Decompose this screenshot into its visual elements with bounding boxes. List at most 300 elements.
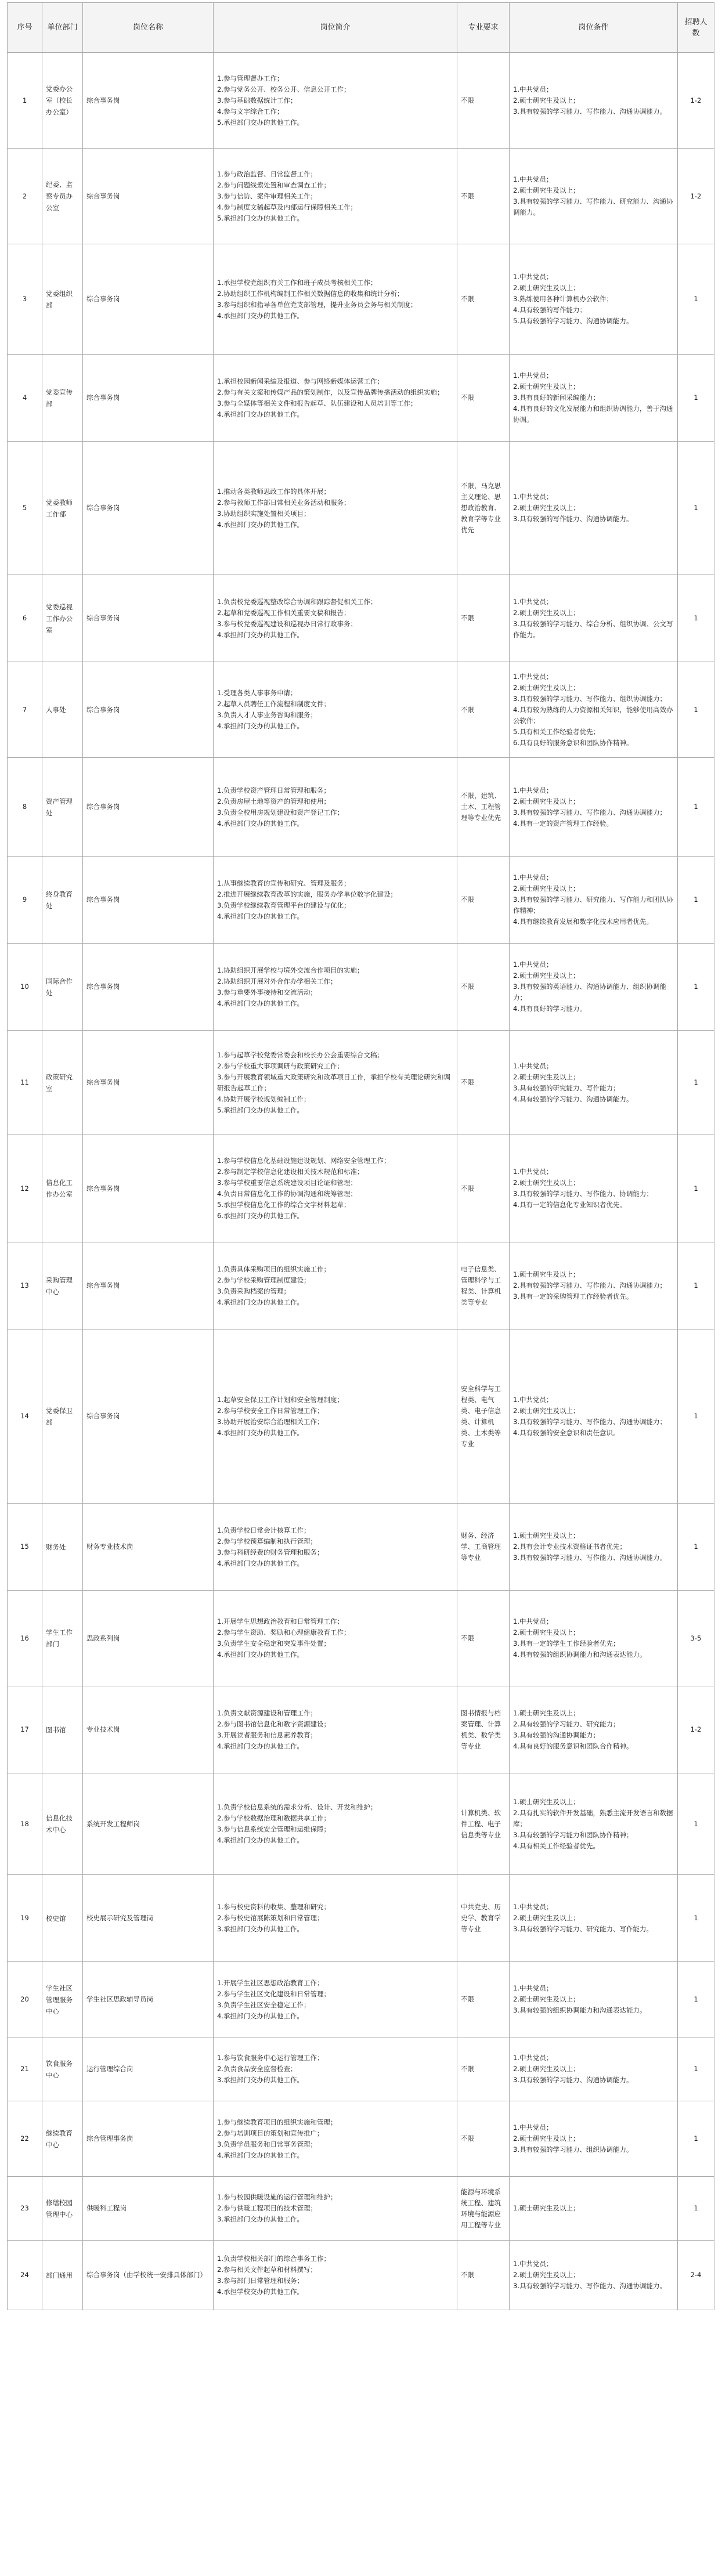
intro-line: 2.参与学校采购管理制度建设； bbox=[217, 1276, 311, 1284]
table-row bbox=[8, 1686, 714, 1773]
position-name: 思政系列岗 bbox=[83, 1591, 214, 1686]
condition-line: 1.中共党员； bbox=[513, 1395, 553, 1404]
hiring-count: 1 bbox=[678, 2177, 714, 2241]
major-requirement: 安全科学与工程类、电气类、电子信息类、计算机类、土木类等专业 bbox=[457, 1329, 510, 1504]
intro-line: 2.参与有关文案和传媒产品的策划制作，以及宣传品牌传播活动的组织实施； bbox=[217, 388, 444, 396]
intro-line: 4.协助开展学校规划编制工作； bbox=[217, 1094, 311, 1103]
row-number: 1 bbox=[8, 53, 42, 149]
intro-line: 5.承担部门交办的其他工作。 bbox=[217, 214, 304, 222]
position-name: 综合事务岗（由学校统一安排具体部门） bbox=[83, 2241, 214, 2310]
position-conditions bbox=[510, 1875, 678, 1962]
position-name: 综合事务岗 bbox=[83, 244, 214, 355]
header-position-name: 岗位名称 bbox=[83, 3, 214, 53]
position-conditions bbox=[510, 355, 678, 442]
condition-line: 3.具有较强的学习能力、研究能力、写作能力。 bbox=[513, 1925, 653, 1933]
intro-line: 1.起草安全保卫工作计划和安全管理制度； bbox=[217, 1395, 344, 1404]
condition-line: 2.硕士研究生及以上； bbox=[513, 2134, 580, 2143]
intro-line: 4.承担部门交办的其他工作。 bbox=[217, 630, 304, 639]
intro-line: 1.负责具体采购项目的组织实施工作； bbox=[217, 1264, 330, 1273]
condition-line: 1.硕士研究生及以上； bbox=[513, 2204, 580, 2212]
position-conditions bbox=[510, 442, 678, 575]
condition-line: 3.具有较强的学习能力、研究能力、写作能力和团队协作精神； bbox=[513, 895, 673, 915]
intro-line: 1.推动各类教师思政工作的具体开展； bbox=[217, 487, 330, 496]
header-major-requirement: 专业要求 bbox=[457, 3, 510, 53]
position-intro bbox=[214, 1591, 457, 1686]
intro-line: 4.承担部门交办的其他工作。 bbox=[217, 999, 304, 1007]
major-requirement: 不限 bbox=[457, 857, 510, 944]
position-conditions bbox=[510, 1591, 678, 1686]
condition-line: 2.硕士研究生及以上； bbox=[513, 2271, 580, 2279]
condition-line: 4.具有继续教育发展和数字化技术应用者优先。 bbox=[513, 917, 653, 926]
condition-line: 1.中共党员； bbox=[513, 2260, 553, 2268]
condition-line: 1.中共党员； bbox=[513, 493, 553, 501]
intro-line: 1.负责学校信息系统的需求分析、设计、开发和维护； bbox=[217, 1803, 377, 1811]
table-row bbox=[8, 662, 714, 758]
row-number: 10 bbox=[8, 944, 42, 1031]
intro-line: 4.承担部门交办的其他工作。 bbox=[217, 1836, 304, 1844]
position-name: 综合事务岗 bbox=[83, 1031, 214, 1135]
condition-line: 3.具有较强的学习能力、综合分析、组织协调、公文写作能力。 bbox=[513, 619, 673, 639]
hiring-count: 1-2 bbox=[678, 149, 714, 244]
intro-line: 3.参与部门日常管理和服务； bbox=[217, 2276, 304, 2285]
major-requirement: 能源与环境系统工程、建筑环境与能源应用工程等专业 bbox=[457, 2177, 510, 2241]
row-number: 2 bbox=[8, 149, 42, 244]
intro-line: 3.参与组织和指导各单位党支部管理，提升业务员会务与相关制度； bbox=[217, 300, 417, 309]
major-requirement: 不限 bbox=[457, 2101, 510, 2177]
condition-line: 3.具有较强的沟通协调能力； bbox=[513, 1730, 600, 1739]
intro-line: 2.负责食品安全监督检查； bbox=[217, 2065, 297, 2073]
intro-line: 5.承担部门交办的其他工作。 bbox=[217, 1105, 304, 1114]
condition-line: 2.硕士研究生及以上； bbox=[513, 504, 580, 512]
major-requirement: 计算机类、软件工程、电子信息类等专业 bbox=[457, 1773, 510, 1875]
condition-line: 3.具有较强的研究能力、写作能力； bbox=[513, 1083, 620, 1092]
major-requirement: 不限 bbox=[457, 1591, 510, 1686]
position-intro bbox=[214, 1031, 457, 1135]
intro-line: 3.负责学员服务和日常事务管理； bbox=[217, 2140, 317, 2148]
condition-line: 2.硕士研究生及以上； bbox=[513, 797, 580, 805]
condition-line: 3.具有较强的学习能力、写作能力、研究能力、沟通协调能力。 bbox=[513, 197, 673, 216]
intro-line: 2.参与党务公开、校务公开、信息公开工作； bbox=[217, 85, 351, 93]
hiring-count: 1 bbox=[678, 2101, 714, 2177]
position-conditions bbox=[510, 1962, 678, 2037]
intro-line: 3.承担部门交办的其他工作。 bbox=[217, 2076, 304, 2084]
condition-line: 3.具有较强的组织协调能力和沟通表达能力。 bbox=[513, 2006, 647, 2014]
intro-line: 4.承担部门交办的其他工作。 bbox=[217, 912, 304, 920]
major-requirement: 不限 bbox=[457, 53, 510, 149]
position-intro bbox=[214, 1962, 457, 2037]
condition-line: 1.硕士研究生及以上； bbox=[513, 1531, 580, 1540]
position-name: 校史展示研究及管理岗 bbox=[83, 1875, 214, 1962]
intro-line: 2.参与学生资助、奖励和心理健康教育工作； bbox=[217, 1628, 351, 1636]
department-cell bbox=[42, 1031, 83, 1135]
department-name: 继续教育中心 bbox=[46, 2129, 73, 2149]
intro-line: 3.承担部门交办的其他工作。 bbox=[217, 2215, 304, 2223]
condition-line: 1.中共党员； bbox=[513, 273, 553, 281]
table-row bbox=[8, 1242, 714, 1329]
department-cell bbox=[42, 758, 83, 857]
intro-line: 3.负责人才人事业务咨询和服务； bbox=[217, 711, 317, 719]
intro-line: 4.承担部门交办的其他工作。 bbox=[217, 1559, 304, 1567]
condition-line: 1.中共党员； bbox=[513, 873, 553, 881]
department-name: 学生社区管理服务中心 bbox=[46, 1984, 73, 2015]
intro-line: 1.受理各类人事事务申请； bbox=[217, 689, 297, 697]
intro-line: 4.参与文字综合工作； bbox=[217, 107, 284, 115]
intro-line: 3.协助组织实施处置相关项目； bbox=[217, 509, 311, 518]
intro-line: 2.起草和党委巡视工作相关重要文稿和报告； bbox=[217, 608, 351, 617]
condition-line: 4.具有良好的服务意识和团队合作精神。 bbox=[513, 1742, 633, 1750]
condition-line: 5.具有相关工作经验者优先； bbox=[513, 727, 600, 736]
intro-line: 3.参与重要外事接待和交流活动； bbox=[217, 988, 317, 996]
condition-line: 4.具有良好的文化发展能力和组织协调能力，善于沟通协调。 bbox=[513, 404, 673, 424]
condition-line: 1.中共党员； bbox=[513, 597, 553, 606]
condition-line: 5.具有较强的学习能力、沟通协调能力。 bbox=[513, 317, 633, 325]
table-row bbox=[8, 1329, 714, 1504]
intro-line: 1.参与学校信息化基础设施建设规划、网络安全管理工作； bbox=[217, 1157, 391, 1165]
position-name: 综合事务岗 bbox=[83, 1135, 214, 1242]
department-cell bbox=[42, 575, 83, 662]
department-name: 信息化技术中心 bbox=[46, 1814, 73, 1834]
condition-line: 3.具有较强的学习能力、写作能力、沟通协调能力。 bbox=[513, 1553, 666, 1562]
department-cell bbox=[42, 857, 83, 944]
intro-line: 3.负责学校继续教育管理平台的建设与优化； bbox=[217, 901, 351, 909]
major-requirement: 不限，马克思主义理论、思想政治教育、教育学等专业优先 bbox=[457, 442, 510, 575]
intro-line: 1.参与校史资料的收集、整理和研究； bbox=[217, 1903, 330, 1911]
position-intro bbox=[214, 1773, 457, 1875]
intro-line: 2.参与相关文件起草和材料撰写； bbox=[217, 2265, 317, 2274]
department-name: 饮食服务中心 bbox=[46, 2059, 73, 2079]
position-conditions bbox=[510, 1135, 678, 1242]
row-number: 19 bbox=[8, 1875, 42, 1962]
hiring-count: 1 bbox=[678, 1875, 714, 1962]
intro-line: 2.推进开展继续教育改革的实施，服务办学单位数字化建设； bbox=[217, 890, 397, 898]
condition-line: 2.硕士研究生及以上； bbox=[513, 1995, 580, 2003]
position-conditions bbox=[510, 662, 678, 758]
intro-line: 3.参与开展教育领域重大政策研究和改革项目工作，承担学校有关理论研究和调研报告起草工作； bbox=[217, 1072, 450, 1092]
table-row bbox=[8, 53, 714, 149]
table-row bbox=[8, 2037, 714, 2101]
intro-line: 2.参与培训项目的策划和宣传推广； bbox=[217, 2129, 324, 2137]
major-requirement: 中共党史、历史学、教育学等专业 bbox=[457, 1875, 510, 1962]
intro-line: 2.参与学生社区文化建设和日常管理； bbox=[217, 1989, 330, 1998]
major-requirement: 图书情报与档案管理、计算机类、数学类等专业 bbox=[457, 1686, 510, 1773]
position-name: 综合事务岗 bbox=[83, 442, 214, 575]
condition-line: 3.具有较强的学习能力、写作能力、组织协调能力； bbox=[513, 694, 666, 703]
position-conditions bbox=[510, 2241, 678, 2310]
intro-line: 2.参与学校预算编制和执行管理； bbox=[217, 1537, 317, 1545]
header-number: 序号 bbox=[8, 3, 42, 53]
department-cell bbox=[42, 2101, 83, 2177]
row-number: 5 bbox=[8, 442, 42, 575]
row-number: 16 bbox=[8, 1591, 42, 1686]
intro-line: 2.起草人员聘任工作流程和制度文件； bbox=[217, 700, 330, 708]
table-row bbox=[8, 1504, 714, 1591]
major-requirement: 不限 bbox=[457, 1135, 510, 1242]
table-row bbox=[8, 857, 714, 944]
hiring-count: 2-4 bbox=[678, 2241, 714, 2310]
hiring-count: 1 bbox=[678, 1773, 714, 1875]
position-name: 综合事务岗 bbox=[83, 662, 214, 758]
intro-line: 2.参与制定学校信息化建设相关技术规范和标准； bbox=[217, 1168, 364, 1176]
condition-line: 3.具有较强的学习能力、写作能力、协调能力； bbox=[513, 1190, 653, 1198]
intro-line: 3.承担部门交办的其他工作。 bbox=[217, 1925, 304, 1933]
row-number: 6 bbox=[8, 575, 42, 662]
department-cell bbox=[42, 1504, 83, 1591]
table-row bbox=[8, 2101, 714, 2177]
position-conditions bbox=[510, 1773, 678, 1875]
major-requirement: 不限，建筑、土木、工程管理等专业优先 bbox=[457, 758, 510, 857]
intro-line: 3.负责采购档案的管理； bbox=[217, 1287, 290, 1295]
table-row bbox=[8, 2177, 714, 2241]
major-requirement: 不限 bbox=[457, 1031, 510, 1135]
condition-line: 1.中共党员； bbox=[513, 371, 553, 380]
condition-line: 2.硕士研究生及以上； bbox=[513, 884, 580, 893]
condition-line: 3.具有一定的采购管理工作经验者优先。 bbox=[513, 1292, 633, 1300]
intro-line: 5.承担学校信息化工作的综合文字材料起草； bbox=[217, 1201, 351, 1209]
department-cell bbox=[42, 944, 83, 1031]
intro-line: 3.负责全校用房规划建设和资产登记工作； bbox=[217, 808, 344, 816]
hiring-count: 1 bbox=[678, 1504, 714, 1591]
intro-line: 3.负责学生安全稳定和突发事件处置； bbox=[217, 1639, 330, 1648]
intro-line: 4.承担部门交办的其他工作。 bbox=[217, 1650, 304, 1659]
intro-line: 1.开展学生思想政治教育和日常管理工作； bbox=[217, 1617, 344, 1625]
condition-line: 4.具有较强的安全意识和责任意识。 bbox=[513, 1428, 620, 1437]
table-row bbox=[8, 1962, 714, 2037]
condition-line: 6.具有良好的服务意识和团队协作精神。 bbox=[513, 738, 633, 747]
intro-line: 1.参与饮食服务中心运行管理工作； bbox=[217, 2054, 324, 2062]
department-cell bbox=[42, 1686, 83, 1773]
condition-line: 3.具有较强的学习能力、写作能力、沟通协调能力。 bbox=[513, 107, 666, 115]
table-row bbox=[8, 1875, 714, 1962]
position-intro bbox=[214, 1686, 457, 1773]
condition-line: 3.具有一定的学生工作经验者优先； bbox=[513, 1639, 620, 1648]
hiring-count: 1 bbox=[678, 1242, 714, 1329]
condition-line: 4.具有一定的资产管理工作经验。 bbox=[513, 819, 613, 828]
row-number: 11 bbox=[8, 1031, 42, 1135]
condition-line: 2.硕士研究生及以上； bbox=[513, 186, 580, 194]
position-intro bbox=[214, 575, 457, 662]
department-name: 国际合作处 bbox=[46, 977, 73, 997]
condition-line: 3.具有较强的学习能力、沟通协调能力。 bbox=[513, 2076, 633, 2084]
position-name: 运行管理综合岗 bbox=[83, 2037, 214, 2101]
position-intro bbox=[214, 244, 457, 355]
condition-line: 1.中共党员； bbox=[513, 175, 553, 183]
intro-line: 3.参与基础数据统计工作； bbox=[217, 96, 297, 104]
intro-line: 3.参与校党委巡视建设和巡视办日常行政事务； bbox=[217, 619, 357, 628]
table-row bbox=[8, 758, 714, 857]
condition-line: 1.中共党员； bbox=[513, 786, 553, 794]
intro-line: 1.负责学校资产管理日常管理和服务； bbox=[217, 786, 330, 794]
intro-line: 1.负责文献资源建设和管理工作； bbox=[217, 1708, 317, 1717]
intro-line: 1.从事继续教育的宣传和研究、管理及服务； bbox=[217, 879, 351, 887]
position-name: 综合事务岗 bbox=[83, 355, 214, 442]
position-conditions bbox=[510, 1031, 678, 1135]
position-name: 专业技术岗 bbox=[83, 1686, 214, 1773]
position-intro bbox=[214, 1504, 457, 1591]
position-intro bbox=[214, 442, 457, 575]
row-number: 21 bbox=[8, 2037, 42, 2101]
position-intro bbox=[214, 662, 457, 758]
table-row bbox=[8, 149, 714, 244]
position-intro bbox=[214, 2241, 457, 2310]
intro-line: 4.承担部门交办的其他工作。 bbox=[217, 1428, 304, 1437]
hiring-count: 1 bbox=[678, 1135, 714, 1242]
condition-line: 3.具有较强的学习能力和团队协作精神； bbox=[513, 1830, 633, 1839]
job-positions-table bbox=[7, 2, 714, 2310]
table-row bbox=[8, 1591, 714, 1686]
intro-line: 4.承担部门交办的其他工作。 bbox=[217, 1742, 304, 1750]
row-number: 24 bbox=[8, 2241, 42, 2310]
department-cell bbox=[42, 149, 83, 244]
position-conditions bbox=[510, 758, 678, 857]
condition-line: 2.硕士研究生及以上； bbox=[513, 1628, 580, 1636]
condition-line: 2.具有较强的学习能力、写作能力、沟通协调能力； bbox=[513, 1281, 666, 1289]
position-intro bbox=[214, 2177, 457, 2241]
intro-line: 4.承担部门交办的其他工作。 bbox=[217, 819, 304, 828]
position-intro bbox=[214, 2101, 457, 2177]
major-requirement: 不限 bbox=[457, 149, 510, 244]
row-number: 23 bbox=[8, 2177, 42, 2241]
condition-line: 2.硕士研究生及以上； bbox=[513, 1406, 580, 1415]
department-name: 党委巡视工作办公室 bbox=[46, 602, 73, 634]
hiring-count: 1 bbox=[678, 1329, 714, 1504]
condition-line: 1.中共党员； bbox=[513, 2054, 553, 2062]
intro-line: 4.承担部门交办的其他工作。 bbox=[217, 2151, 304, 2159]
department-cell bbox=[42, 442, 83, 575]
row-number: 7 bbox=[8, 662, 42, 758]
condition-line: 3.具有较强的学习能力、写作能力、沟通协调能力。 bbox=[513, 2282, 666, 2290]
table-row bbox=[8, 575, 714, 662]
position-name: 综合事务岗 bbox=[83, 1242, 214, 1329]
condition-line: 3.具有较强的学习能力、写作能力、沟通协调能力； bbox=[513, 1417, 666, 1426]
intro-line: 4.承担部门交办的其他工作。 bbox=[217, 520, 304, 529]
department-cell bbox=[42, 1242, 83, 1329]
intro-line: 3.协助开展治安综合治理相关工作； bbox=[217, 1417, 324, 1426]
condition-line: 1.硕士研究生及以上； bbox=[513, 1270, 580, 1278]
department-name: 人事处 bbox=[46, 706, 66, 714]
intro-line: 1.协助组织开展学校与境外交流合作项目的实施； bbox=[217, 966, 364, 974]
department-cell bbox=[42, 355, 83, 442]
department-cell bbox=[42, 1875, 83, 1962]
position-intro bbox=[214, 1875, 457, 1962]
position-intro bbox=[214, 355, 457, 442]
intro-line: 2.参与问题线索处置和审查调查工作； bbox=[217, 180, 330, 189]
major-requirement: 不限 bbox=[457, 662, 510, 758]
hiring-count: 1 bbox=[678, 758, 714, 857]
position-conditions bbox=[510, 1242, 678, 1329]
condition-line: 2.硕士研究生及以上； bbox=[513, 971, 580, 980]
table-row bbox=[8, 1031, 714, 1135]
condition-line: 2.硕士研究生及以上； bbox=[513, 284, 580, 292]
row-number: 15 bbox=[8, 1504, 42, 1591]
position-conditions bbox=[510, 53, 678, 149]
intro-line: 1.开展学生社区思想政治教育工作； bbox=[217, 1978, 324, 1987]
position-intro bbox=[214, 2037, 457, 2101]
intro-line: 4.承担部门交办的其他工作。 bbox=[217, 311, 304, 320]
row-number: 4 bbox=[8, 355, 42, 442]
hiring-count: 1-2 bbox=[678, 1686, 714, 1773]
intro-line: 3.参与全媒体等相关文件和报告起草、队伍建设和人员培训等工作； bbox=[217, 399, 417, 407]
row-number: 17 bbox=[8, 1686, 42, 1773]
major-requirement: 不限 bbox=[457, 2037, 510, 2101]
intro-line: 2.参与学校数据治理和数据共享工作； bbox=[217, 1814, 330, 1822]
major-requirement: 不限 bbox=[457, 244, 510, 355]
position-intro bbox=[214, 1242, 457, 1329]
major-requirement: 不限 bbox=[457, 944, 510, 1031]
table-row bbox=[8, 1135, 714, 1242]
department-cell bbox=[42, 1773, 83, 1875]
condition-line: 1.中共党员； bbox=[513, 85, 553, 93]
table-row bbox=[8, 2241, 714, 2310]
condition-line: 2.硕士研究生及以上； bbox=[513, 1072, 580, 1081]
department-name: 党委组织部 bbox=[46, 289, 73, 309]
department-name: 校史馆 bbox=[46, 1914, 66, 1923]
position-name: 学生社区思政辅导员岗 bbox=[83, 1962, 214, 2037]
department-name: 采购管理中心 bbox=[46, 1276, 73, 1296]
department-name: 财务处 bbox=[46, 1542, 66, 1551]
position-intro bbox=[214, 758, 457, 857]
condition-line: 1.中共党员； bbox=[513, 1617, 553, 1625]
intro-line: 1.承担校园新闻采编及报道、参与网络新媒体运营工作； bbox=[217, 377, 384, 385]
condition-line: 1.中共党员； bbox=[513, 1061, 553, 1070]
intro-line: 6.承担部门交办的其他工作。 bbox=[217, 1212, 304, 1220]
position-name: 综合事务岗 bbox=[83, 758, 214, 857]
department-cell bbox=[42, 2037, 83, 2101]
table-row bbox=[8, 442, 714, 575]
position-intro bbox=[214, 149, 457, 244]
condition-line: 1.中共党员； bbox=[513, 1903, 553, 1911]
hiring-count: 1 bbox=[678, 355, 714, 442]
condition-line: 4.具有一定的信息化专业知识者优先。 bbox=[513, 1201, 626, 1209]
header-hiring-count: 招聘人数 bbox=[678, 3, 714, 53]
position-intro bbox=[214, 944, 457, 1031]
department-name: 党委教师工作部 bbox=[46, 498, 73, 518]
intro-line: 2.参与校史馆展陈策划和日常管理； bbox=[217, 1914, 324, 1922]
department-cell bbox=[42, 2241, 83, 2310]
hiring-count: 1 bbox=[678, 442, 714, 575]
table-row bbox=[8, 1773, 714, 1875]
hiring-count: 1 bbox=[678, 244, 714, 355]
condition-line: 2.硕士研究生及以上； bbox=[513, 1914, 580, 1922]
major-requirement: 不限 bbox=[457, 2241, 510, 2310]
row-number: 3 bbox=[8, 244, 42, 355]
condition-line: 2.硕士研究生及以上； bbox=[513, 382, 580, 391]
department-cell bbox=[42, 662, 83, 758]
intro-line: 3.负责学生社区安全稳定工作； bbox=[217, 2000, 311, 2009]
condition-line: 2.具有会计专业技术资格证书者优先； bbox=[513, 1542, 626, 1551]
header-position-intro: 岗位简介 bbox=[214, 3, 457, 53]
position-name: 财务专业技术岗 bbox=[83, 1504, 214, 1591]
position-name: 供暖科工程岗 bbox=[83, 2177, 214, 2241]
intro-line: 4.承担部门交办的其他工作。 bbox=[217, 722, 304, 730]
condition-line: 4.具有较强的学习能力、沟通协调能力。 bbox=[513, 1094, 633, 1103]
row-number: 20 bbox=[8, 1962, 42, 2037]
department-name: 终身教育处 bbox=[46, 890, 73, 910]
department-cell bbox=[42, 1962, 83, 2037]
intro-line: 2.参与教师工作部日常相关业务活动和服务； bbox=[217, 498, 351, 507]
major-requirement: 电子信息类、管理科学与工程类、计算机类等专业 bbox=[457, 1242, 510, 1329]
condition-line: 2.硕士研究生及以上； bbox=[513, 1179, 580, 1187]
position-conditions bbox=[510, 857, 678, 944]
department-name: 政策研究室 bbox=[46, 1072, 73, 1093]
condition-line: 2.具有较强的学习能力、研究能力； bbox=[513, 1719, 620, 1728]
intro-line: 3.参与信息系统安全管理和运维保障； bbox=[217, 1825, 330, 1833]
position-conditions bbox=[510, 1504, 678, 1591]
position-conditions bbox=[510, 944, 678, 1031]
position-conditions bbox=[510, 1686, 678, 1773]
intro-line: 3.开展读者服务和信息素养教育； bbox=[217, 1730, 317, 1739]
condition-line: 1.硕士研究生及以上； bbox=[513, 1797, 580, 1806]
row-number: 13 bbox=[8, 1242, 42, 1329]
